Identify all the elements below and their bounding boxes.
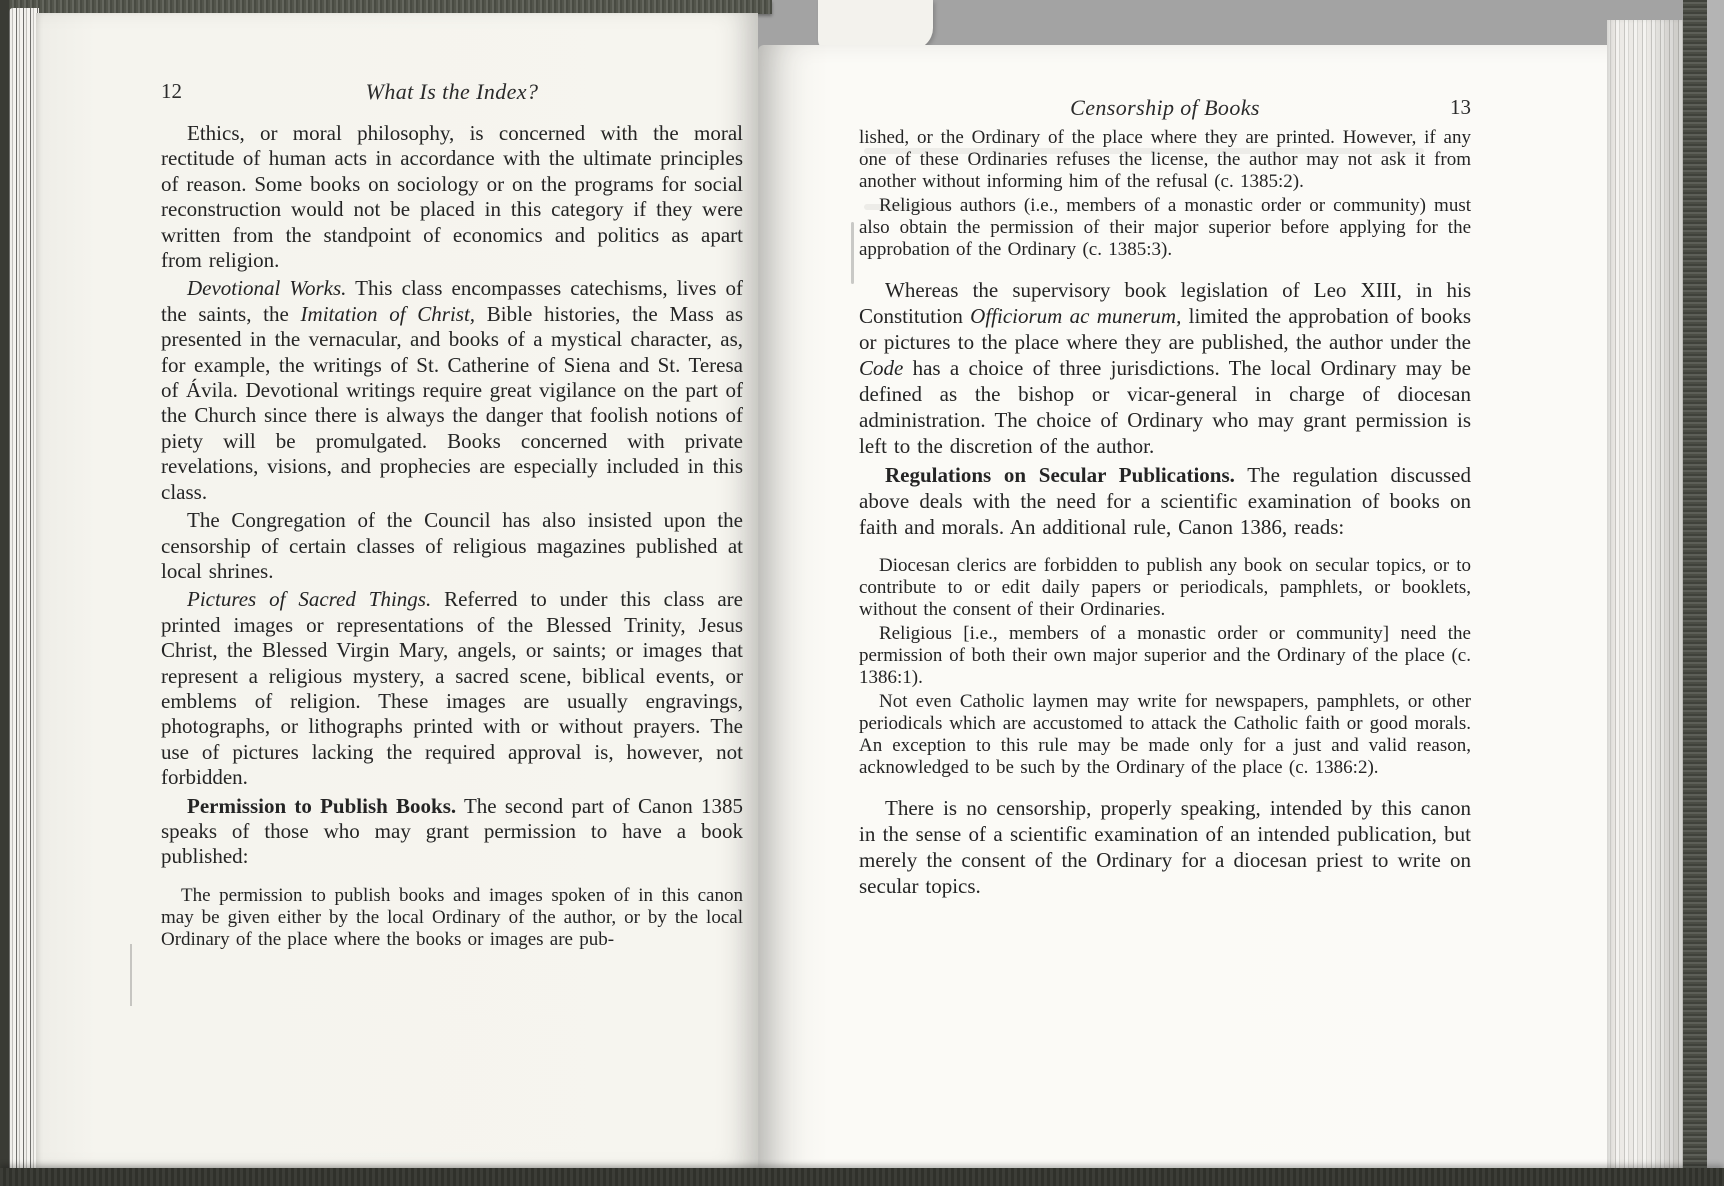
text-run: Whereas the supervisory book legislation of Leo XIII, in his Constitution xyxy=(859,278,1471,328)
text-run: Not even Catholic laymen may write for newspapers, pamphlets, or other periodicals which are accustomed to attack the Catholic faith or good morals. An exception to this rule may be made only for a just and valid reason, acknowledged to be such by the Ordinary of the place (c. 1386:2). xyxy=(859,691,1471,778)
text-run: The Congregation of the Council has also insisted upon the censorship of certain classes of religious magazines published at local shrines. xyxy=(161,508,743,583)
paragraph xyxy=(161,794,743,870)
scan-smudge xyxy=(864,204,950,210)
margin-pencil-mark-right xyxy=(851,222,854,284)
margin-pencil-mark-left xyxy=(130,944,132,1006)
page-number: 13 xyxy=(1450,95,1471,119)
background-strip xyxy=(1707,0,1724,1186)
paragraph xyxy=(161,121,743,273)
page-corner-curl xyxy=(818,0,933,50)
left-page-body xyxy=(161,121,743,951)
text-run: lished, or the Ordinary of the place where they are printed. However, if any one of these Ordinaries refuses the license, the author may not ask it from another without informing him of the refusal (c. 1385:2). xyxy=(859,127,1471,192)
text-run: Religious authors (i.e., members of a monastic order or community) must also obtain the permission of their major superior before applying for the approbation of the Ordinary (c. 1385:3). xyxy=(859,195,1471,260)
book-cover-bottom-edge xyxy=(0,1168,1724,1186)
paragraph xyxy=(859,277,1471,459)
text-run: Code xyxy=(859,356,904,380)
scan-smudge xyxy=(864,148,1424,154)
text-run: Permission to Publish Books. xyxy=(187,793,457,818)
paragraph xyxy=(859,195,1471,261)
right-page xyxy=(758,45,1607,1186)
text-run: The permission to publish books and images spoken of in this canon may be given either by the local Ordinary of the author, or by the local Ordinary of the place where the books or images are pub- xyxy=(161,884,743,950)
text-run: The regulation discussed above deals with the need for a scientific examination of books on faith and morals. An additional rule, Canon 1386, reads: xyxy=(859,463,1471,539)
page-stack-left-edge xyxy=(9,8,39,1176)
text-run: This class encompasses catechisms, lives of the saints, the xyxy=(161,276,743,326)
text-run: Pictures of Sacred Things. xyxy=(187,587,432,612)
paragraph xyxy=(859,555,1471,621)
paragraph xyxy=(161,508,743,584)
paragraph xyxy=(161,587,743,790)
page-number: 12 xyxy=(161,79,182,103)
paragraph xyxy=(859,795,1471,899)
book-cover-right-edge xyxy=(1683,0,1707,1186)
running-header: What Is the Index? xyxy=(365,79,539,104)
text-run: has a choice of three jurisdictions. The local Ordinary may be defined as the bishop or vicar-general in charge of diocesan administration. The choice of Ordinary who may grant permission is left to the discretion of the author. xyxy=(859,356,1471,458)
paragraph xyxy=(859,127,1471,193)
text-run: Referred to under this class are printed images or representations of the Blessed Trinity, Jesus Christ, the Blessed Virgin Mary, angels, or saints; or images that represent a religious mystery, a sacred scene, biblical events, or emblems of religion. These images are usually engravings, photographs, or lithographs printed with or without prayers. The use of pictures lacking the required approval is, however, not forbidden. xyxy=(161,587,743,790)
text-run: Bible histories, the Mass as presented in the vernacular, and books of a mystical character, as, for example, the writings of St. Catherine of Siena and St. Teresa of Ávila. Devotional writings require great vigilance on the part of the Church since there is always the danger that foolish notions of piety will be promulgated. Books concerned with private revelations, visions, and prophecies are especially included in this class. xyxy=(161,301,744,504)
paragraph xyxy=(859,462,1471,540)
left-page-header xyxy=(161,79,743,109)
text-run: Imitation of Christ, xyxy=(300,301,476,326)
text-run: Religious [i.e., members of a monastic order or community] need the permission of both their own major superior and the Ordinary of the place (c. 1386:1). xyxy=(859,623,1471,688)
paragraph xyxy=(161,885,743,951)
text-run: Devotional Works. xyxy=(187,276,347,301)
text-run: Regulations on Secular Publications. xyxy=(885,463,1235,487)
text-run: limited the approbation of books or pictures to the place where they are published, the author under the xyxy=(859,304,1471,354)
page-stack-fore-edge xyxy=(1607,20,1683,1170)
right-page-header xyxy=(859,95,1471,125)
text-run: There is no censorship, properly speaking, intended by this canon in the sense of a scientific examination of an intended publication, but merely the consent of the Ordinary for a diocesan priest to write on secular topics. xyxy=(859,796,1471,898)
text-run: The second part of Canon 1385 speaks of those who may grant permission to have a book published: xyxy=(161,793,743,869)
running-header: Censorship of Books xyxy=(1070,95,1260,120)
text-run: Diocesan clerics are forbidden to publish any book on secular topics, or to contribute to or edit daily papers or periodicals, pamphlets, or booklets, without the consent of their Ordinaries. xyxy=(859,555,1471,620)
right-page-body xyxy=(859,127,1471,899)
paragraph xyxy=(161,276,743,505)
text-run: Ethics, or moral philosophy, is concerned with the moral rectitude of human acts in accordance with the ultimate principles of reason. Some books on sociology or on the programs for social reconstruction would not be placed in this category if they were written from the standpoint of economics and politics as apart from religion. xyxy=(161,121,743,273)
book-cover-left-edge xyxy=(0,0,9,1186)
text-run: Officiorum ac munerum, xyxy=(970,304,1182,328)
book-cover-top-edge xyxy=(0,0,772,14)
paragraph xyxy=(859,623,1471,689)
left-page xyxy=(36,13,758,1168)
paragraph xyxy=(859,691,1471,779)
